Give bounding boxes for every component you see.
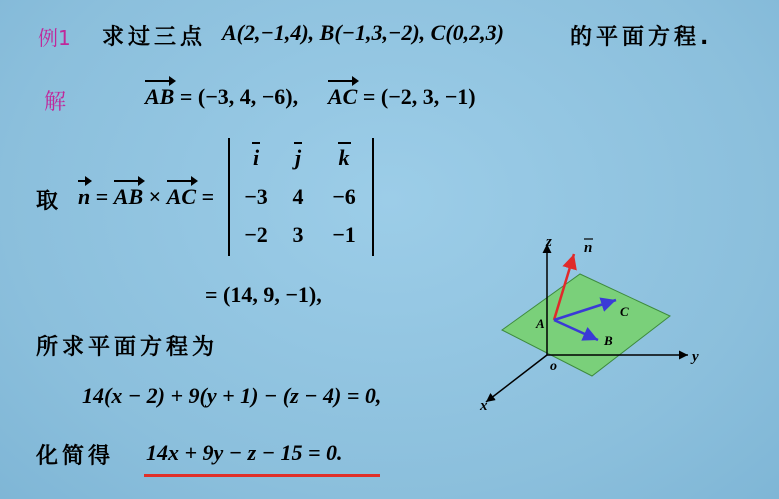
take-label: 取	[36, 189, 63, 214]
normal-label: n	[584, 240, 593, 256]
ab-vector-value: = (−3, 4, −6),	[179, 84, 299, 109]
det-cell-0-2: k	[338, 145, 350, 170]
example-prompt: 求过三点	[102, 25, 207, 50]
plane-shape	[502, 274, 670, 376]
det-cell-0-1: j	[294, 145, 302, 170]
origin-label: o	[550, 359, 557, 374]
x-axis	[486, 355, 547, 402]
simplify-label: 化简得	[36, 444, 115, 469]
determinant-right-bar	[372, 138, 374, 256]
determinant-left-bar	[228, 138, 230, 256]
det-cell-2-0: −2	[244, 222, 268, 247]
solution-label: 解	[44, 90, 71, 115]
ac-expression	[328, 84, 476, 110]
cross-product-expression	[78, 184, 214, 210]
normal-vector-name: n	[78, 184, 91, 209]
plane-diagram	[470, 230, 710, 420]
point-a-label: A	[536, 316, 545, 331]
point-c-label: C	[620, 304, 629, 319]
example-suffix: 的平面方程.	[570, 25, 713, 50]
det-cell-1-2: −6	[332, 184, 356, 209]
point-normal-equation: 14(x − 2) + 9(y + 1) − (z − 4) = 0,	[82, 383, 382, 408]
final-equation-underline	[144, 474, 380, 477]
det-cell-2-2: −1	[332, 222, 356, 247]
plane-equation-heading: 所求平面方程为	[36, 335, 219, 360]
example-points: A(2,−1,4), B(−1,3,−2), C(0,2,3)	[222, 20, 504, 45]
x-axis-label: x	[480, 398, 488, 414]
equals-sign: =	[95, 184, 109, 209]
det-cell-1-0: −3	[244, 184, 268, 209]
z-axis-label: z	[546, 234, 552, 250]
equals-sign-2: =	[201, 184, 215, 209]
cross-ab-name: AB	[113, 184, 144, 209]
example-label: 例1	[38, 26, 71, 50]
times-sign: ×	[148, 184, 162, 209]
y-axis-label: y	[692, 349, 699, 365]
ac-vector-value: = (−2, 3, −1)	[362, 84, 476, 109]
ab-expression	[145, 84, 298, 110]
point-b-label: B	[604, 333, 613, 348]
det-cell-2-1: 3	[292, 222, 304, 247]
final-equation: 14x + 9y − z − 15 = 0.	[146, 440, 343, 465]
det-cell-1-1: 4	[292, 184, 304, 209]
ac-vector-name: AC	[328, 84, 358, 109]
ab-vector-name: AB	[145, 84, 175, 109]
result-vector: = (14, 9, −1),	[205, 282, 322, 307]
det-cell-0-0: i	[252, 145, 260, 170]
cross-ac-name: AC	[166, 184, 197, 209]
